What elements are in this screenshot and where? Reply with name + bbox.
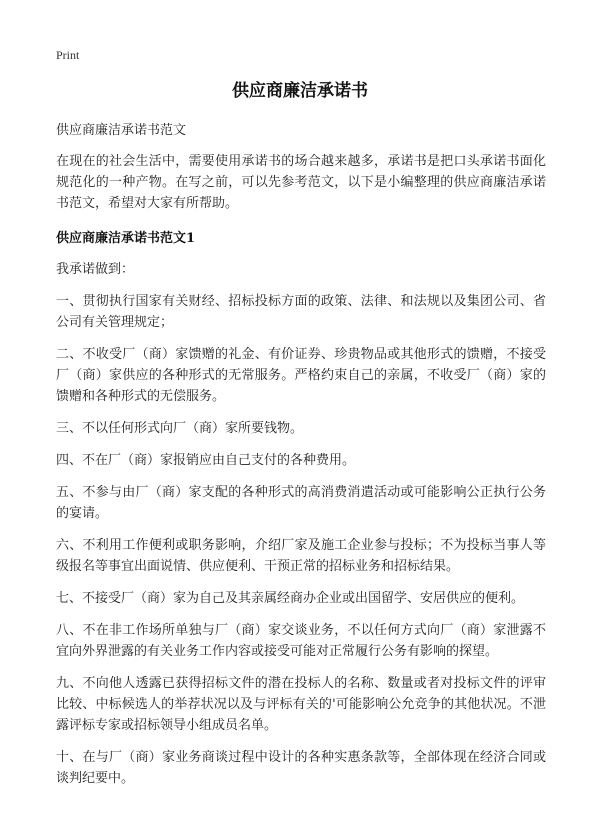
commitment-item-8: 八、不在非工作场所单独与厂（商）家交谈业务，不以任何方式向厂（商）家泄露不宜向外界泄露的有关业务工作内容或接受可能对正常履行公务有影响的探望。 — [56, 623, 546, 659]
commitment-item-1: 一、贯彻执行国家有关财经、招标投标方面的政策、法律、和法规以及集团公司、省公司有关管理规定； — [56, 294, 546, 330]
commitment-item-9: 九、不向他人透露已获得招标文件的潜在投标人的名称、数量或者对投标文件的评审比较、中标候选人的举荐状况以及与评标有关的'可能影响公允竞争的其他状况。不泄露评标专家或招标领导小组成员名单。 — [56, 676, 546, 733]
commitment-item-2: 二、不收受厂（商）家馈赠的礼金、有价证券、珍贵物品或其他形式的馈赠，不接受厂（商）家供应的各种形式的无常服务。严格约束自己的亲属，不收受厂（商）家的馈赠和各种形式的无偿服务。 — [56, 347, 546, 404]
commitment-item-4: 四、不在厂（商）家报销应由自己支付的各种费用。 — [56, 453, 356, 468]
document-body — [56, 120, 546, 789]
section-heading: 供应商廉洁承诺书范文1 — [56, 231, 196, 246]
print-link[interactable]: Print — [56, 48, 80, 62]
commitment-item-7: 七、不接受厂（商）家为自己及其亲属经商办企业或出国留学、安居供应的便利。 — [56, 591, 525, 606]
commitment-item-3: 三、不以任何形式向厂（商）家所要钱物。 — [56, 421, 304, 436]
document-title: 供应商廉洁承诺书 — [232, 81, 368, 101]
commitment-item-6: 六、不利用工作便利或职务影响，介绍厂家及施工企业参与投标；不为投标当事人等级报名等事宜出面说情、供应便利、干预正常的招标业务和招标结果。 — [56, 538, 546, 574]
commitment-item-5: 五、不参与由厂（商）家支配的各种形式的高消费消遣活动或可能影响公正执行公务的宴请。 — [56, 485, 546, 521]
commitment-item-10: 十、在与厂（商）家业务商谈过程中设计的各种实惠条款等，全部体现在经济合同或谈判纪要中。 — [56, 750, 546, 786]
intro-paragraph: 在现在的社会生活中，需要使用承诺书的场合越来越多，承诺书是把口头承诺书面化规范化的一种产物。在写之前，可以先参考范文，以下是小编整理的供应商廉洁承诺书范文，希望对大家有所帮助。 — [56, 154, 546, 211]
document-subtitle: 供应商廉洁承诺书范文 — [56, 123, 187, 138]
lead-in-paragraph: 我承诺做到： — [56, 262, 135, 277]
